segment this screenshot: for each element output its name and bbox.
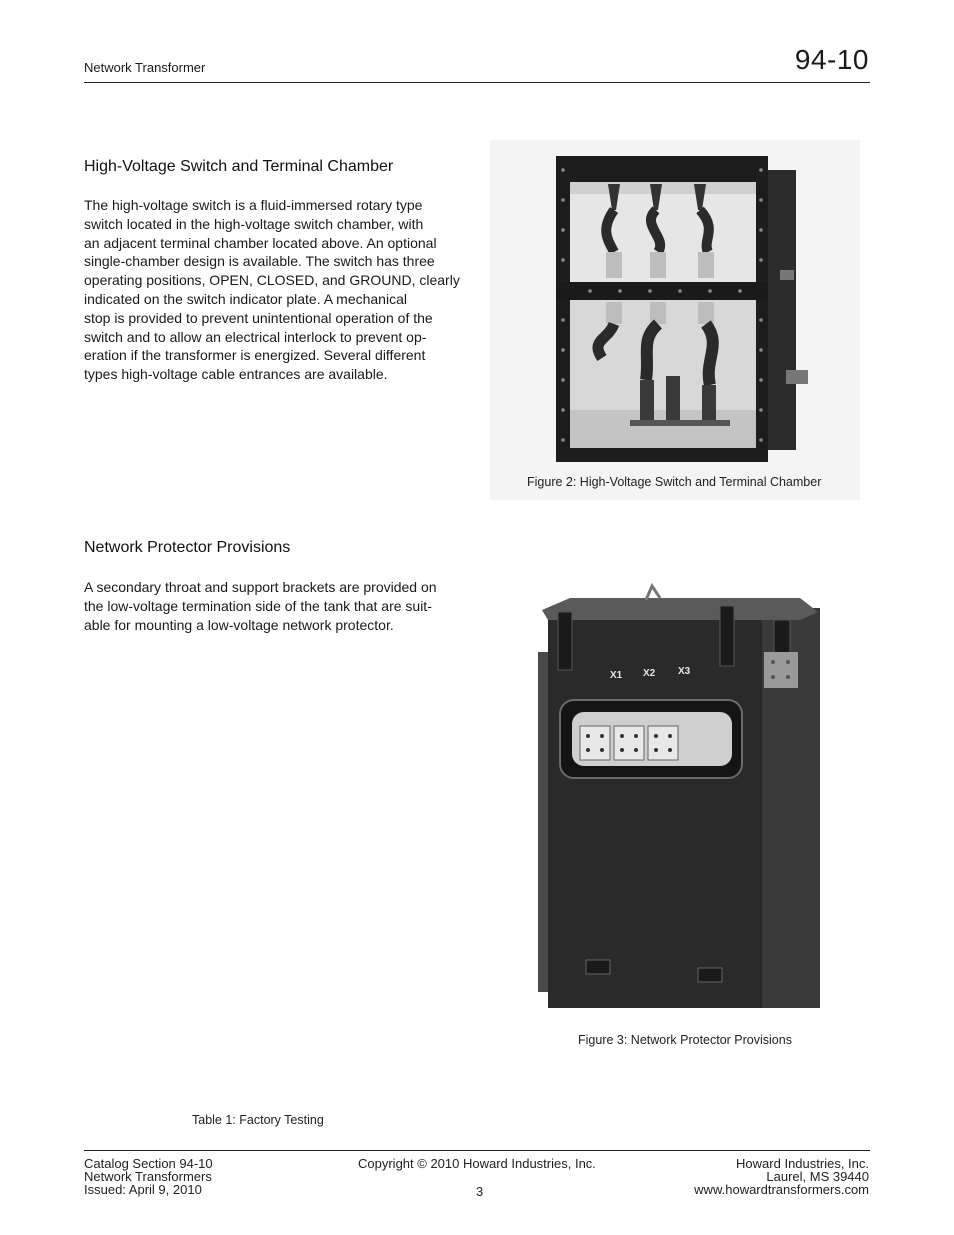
body-line: indicated on the switch indicator plate. A mechanical bbox=[84, 290, 407, 307]
footer-website: www.howardtransformers.com bbox=[694, 1182, 869, 1198]
hv-switch-chamber-illustration bbox=[490, 140, 860, 500]
figure-2-caption: Figure 2: High-Voltage Switch and Terminal Chamber bbox=[527, 475, 822, 489]
terminal-label-x3: X3 bbox=[678, 666, 691, 677]
figure-hv-switch-photo bbox=[490, 140, 860, 500]
header-rule bbox=[84, 82, 870, 83]
footer-issue-date: Issued: April 9, 2010 bbox=[84, 1182, 202, 1198]
figure-3-caption: Figure 3: Network Protector Provisions bbox=[578, 1033, 792, 1047]
section-body-network-protector bbox=[84, 578, 469, 634]
body-line: an adjacent terminal chamber located above. An optional bbox=[84, 234, 437, 251]
footer-right bbox=[694, 1157, 869, 1197]
page-number: 3 bbox=[476, 1184, 484, 1199]
body-line: types high-voltage cable entrances are available. bbox=[84, 366, 388, 383]
section-body-hv-switch bbox=[84, 196, 469, 384]
running-header-title: Network Transformer bbox=[84, 60, 206, 75]
footer-left bbox=[84, 1157, 213, 1197]
section-heading-hv-switch: High-Voltage Switch and Terminal Chamber bbox=[84, 158, 394, 175]
body-line: The high-voltage switch is a fluid-immersed rotary type bbox=[84, 197, 423, 213]
figure-network-protector-photo bbox=[530, 580, 820, 1010]
table-1-caption: Table 1: Factory Testing bbox=[192, 1113, 324, 1127]
body-line: able for mounting a low-voltage network protector. bbox=[84, 616, 394, 633]
terminal-label-x2: X2 bbox=[643, 668, 656, 679]
body-line: switch located in the high-voltage switch chamber, with bbox=[84, 215, 424, 232]
body-line: eration if the transformer is energized. Several different bbox=[84, 347, 426, 364]
network-protector-illustration bbox=[530, 580, 820, 1010]
footer-copyright: Copyright © 2010 Howard Industries, Inc. bbox=[358, 1156, 596, 1171]
body-line: switch and to allow an electrical interlock to prevent op- bbox=[84, 328, 427, 345]
section-number: 94-10 bbox=[794, 44, 869, 75]
footer-company: Howard Industries, Inc. bbox=[736, 1156, 869, 1171]
footer-rule bbox=[84, 1150, 870, 1151]
section-heading-network-protector: Network Protector Provisions bbox=[84, 539, 291, 556]
footer-catalog-section: Catalog Section 94-10 bbox=[84, 1156, 213, 1171]
body-line: A secondary throat and support brackets are provided on bbox=[84, 579, 437, 595]
body-line: single-chamber design is available. The switch has three bbox=[84, 253, 435, 270]
footer-product-line: Network Transformers bbox=[84, 1169, 212, 1185]
body-line: operating positions, OPEN, CLOSED, and GROUND, clearly bbox=[84, 272, 460, 289]
body-line: the low-voltage termination side of the tank that are suit- bbox=[84, 597, 432, 614]
terminal-label-x1: X1 bbox=[610, 670, 623, 681]
body-line: stop is provided to prevent unintentional operation of the bbox=[84, 309, 433, 326]
footer-address: Laurel, MS 39440 bbox=[766, 1169, 869, 1185]
